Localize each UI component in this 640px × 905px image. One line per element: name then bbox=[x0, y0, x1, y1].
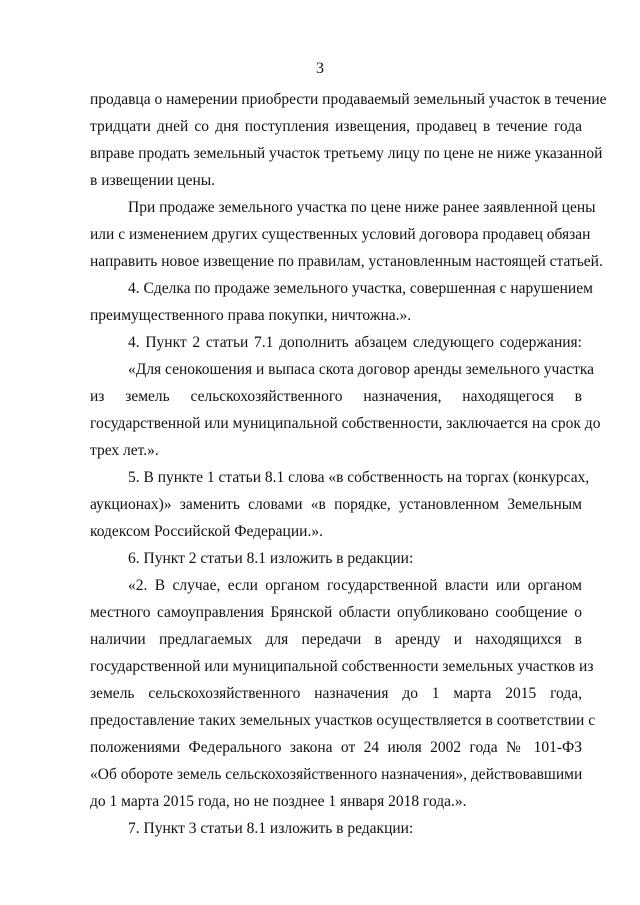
text-line: 6. Пункт 2 статьи 8.1 изложить в редакции: bbox=[128, 550, 414, 567]
text-line: 4. Сделка по продаже земельного участка, совершенная с нарушением bbox=[128, 280, 593, 297]
text-line: предоставление таких земельных участков осуществляется в соответствии с bbox=[90, 712, 596, 729]
text-line: государственной или муниципальной собственности, заключается на срок до bbox=[90, 415, 601, 432]
text-line: из земель сельскохозяйственного назначения, находящегося в bbox=[90, 388, 582, 405]
text-line: земель сельскохозяйственного назначения до 1 марта 2015 года, bbox=[90, 685, 582, 702]
text-line: тридцати дней со дня поступления извещения, продавец в течение года bbox=[90, 118, 582, 135]
text-line: вправе продать земельный участок третьему лицу по цене не ниже указанной bbox=[90, 145, 603, 162]
text-line: в извещении цены. bbox=[90, 172, 216, 189]
text-line: «Для сенокошения и выпаса скота договор аренды земельного участка bbox=[128, 361, 595, 378]
text-line: до 1 марта 2015 года, но не позднее 1 января 2018 года.». bbox=[90, 793, 467, 810]
text-line: 5. В пункте 1 статьи 8.1 слова «в собственность на торгах (конкурсах, bbox=[128, 469, 590, 486]
text-line: При продаже земельного участка по цене ниже ранее заявленной цены bbox=[128, 199, 596, 216]
text-line: направить новое извещение по правилам, установленным настоящей статьей. bbox=[90, 253, 603, 270]
document-body bbox=[90, 86, 607, 842]
text-line: 7. Пункт 3 статьи 8.1 изложить в редакции: bbox=[128, 820, 414, 837]
text-line: трех лет.». bbox=[90, 442, 159, 459]
text-line: продавца о намерении приобрести продаваемый земельный участок в течение bbox=[90, 91, 607, 108]
text-line: «2. В случае, если органом государственной власти или органом bbox=[128, 577, 582, 594]
text-line: аукционах)» заменить словами «в порядке, установленном Земельным bbox=[90, 496, 582, 513]
page-number: 3 bbox=[316, 60, 324, 77]
text-line: кодексом Российской Федерации.». bbox=[90, 523, 323, 540]
text-line: местного самоуправления Брянской области опубликовано сообщение о bbox=[90, 604, 582, 621]
text-line: «Об обороте земель сельскохозяйственного назначения», действовавшими bbox=[90, 766, 583, 783]
text-line: наличии предлагаемых для передачи в аренду и находящихся в bbox=[90, 631, 582, 648]
text-line: преимущественного права покупки, ничтожна.». bbox=[90, 307, 412, 324]
text-line: 4. Пункт 2 статьи 7.1 дополнить абзацем следующего содержания: bbox=[128, 334, 582, 351]
text-line: государственной или муниципальной собственности земельных участков из bbox=[90, 658, 594, 675]
text-line: положениями Федерального закона от 24 июля 2002 года № 101-ФЗ bbox=[90, 739, 582, 756]
text-line: или с изменением других существенных условий договора продавец обязан bbox=[90, 226, 591, 243]
